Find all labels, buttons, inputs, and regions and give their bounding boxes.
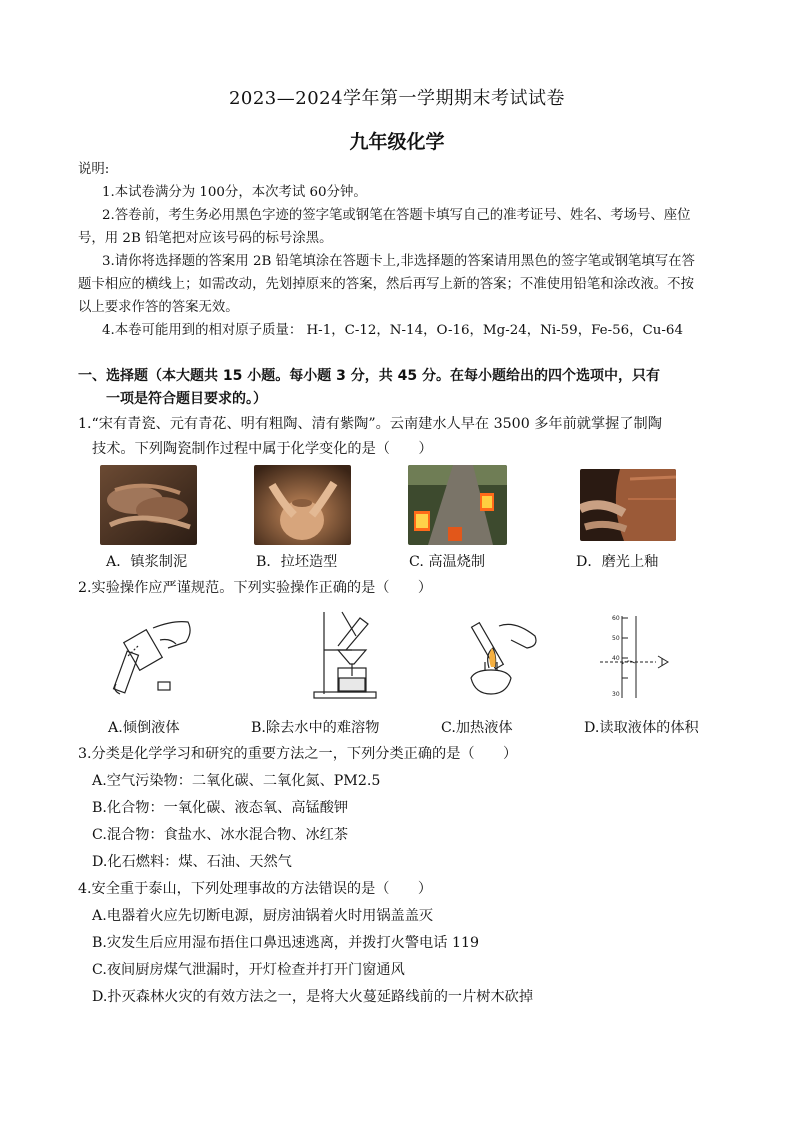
note-3: 3.请你将选择题的答案用 2B 铅笔填涂在答题卡上,非选择题的答案请用黑色的签字笔或钢笔填写在答 [102,254,695,269]
note-2: 2.答卷前，考生务必用黑色字迹的签字笔或钢笔在答题卡填写自己的准考证号、姓名、考场号、座位 [102,208,691,223]
q1-option-c: C. 高温烧制 [409,554,486,570]
note-1: 1.本试卷满分为 100分，本次考试 60分钟。 [102,185,367,200]
q3-option-b: B.化合物：一氧化碳、液态氧、高锰酸钾 [92,800,349,816]
q3-stem: 3.分类是化学学习和研究的重要方法之一，下列分类正确的是（ ） [78,746,518,762]
q1-image-row [0,465,794,547]
q2-figure-cylinder [596,612,676,702]
note-4: 4.本卷可能用到的相对原子质量： H-1，C-12，N-14，O-16，Mg-24，Ni-59，Fe-56，Cu-64 [102,323,683,338]
cylinder-tick-40: 40 [612,655,620,662]
q2-figure-heat [455,612,547,704]
q4-stem: 4.安全重于泰山，下列处理事故的方法错误的是（ ） [78,881,433,897]
q4-option-d: D.扑灭森林火灾的有效方法之一，是将大火蔓延路线前的一片树木砍掉 [92,989,534,1005]
section-heading: 一、选择题（本大题共 15 小题。每小题 3 分，共 45 分。在每小题给出的四个选项中，只有 [78,368,660,384]
q1-photo-clay [100,465,197,545]
q2-option-b: B.除去水中的难溶物 [251,720,380,736]
notes-label: 说明: [78,162,110,177]
q1-option-d: D．磨光上釉 [576,554,659,570]
q4-option-b: B.灾发生后应用湿布捂住口鼻迅速逃离，并拨打火警电话 119 [92,935,480,951]
q2-figure-filter [308,606,388,702]
q3-option-d: D.化石燃料：煤、石油、天然气 [92,854,292,870]
q3-option-c: C.混合物：食盐水、冰水混合物、冰红茶 [92,827,349,843]
note-3-cont1: 题卡相应的横线上；如需改动，先划掉原来的答案，然后再写上新的答案；不准使用铅笔和涂改液。不按 [78,277,694,292]
note-2-cont: 号，用 2B 铅笔把对应该号码的标号涂黑。 [78,231,333,246]
q2-stem: 2.实验操作应严谨规范。下列实验操作正确的是（ ） [78,580,433,596]
cylinder-tick-30: 30 [612,691,620,698]
exam-title: 2023—2024学年第一学期期末考试试卷 [228,88,566,109]
q2-option-d: D.读取液体的体积 [584,720,699,736]
q1-stem: 1.“宋有青瓷、元有青花、明有粗陶、清有紫陶”。云南建水人早在 3500 多年前就掌握了制陶 [78,416,662,432]
q1-option-a: A．镇浆制泥 [106,554,188,570]
q4-option-c: C.夜间厨房煤气泄漏时，开灯检查并打开门窗通风 [92,962,405,978]
section-heading-cont: 一项是符合题目要求的。） [106,391,267,407]
q1-photo-kiln [408,465,507,545]
q2-option-c: C.加热液体 [441,720,513,736]
q1-photo-throwing [254,465,351,545]
q2-figure-pour [98,612,198,702]
cylinder-tick-60: 60 [612,615,620,622]
note-3-cont2: 以上要求作答的答案无效。 [78,300,239,315]
q1-stem-cont: 技术。下列陶瓷制作过程中属于化学变化的是（ ） [92,441,433,457]
q3-option-a: A.空气污染物：二氧化碳、二氧化氮、PM2.5 [92,773,381,789]
q2-option-a: A.倾倒液体 [108,720,180,736]
q4-option-a: A.电器着火应先切断电源，厨房油锅着火时用锅盖盖灭 [92,908,434,924]
q1-photo-glaze [580,469,676,541]
exam-subject: 九年级化学 [349,131,445,153]
cylinder-tick-50: 50 [612,635,620,642]
q1-option-b: B．拉坯造型 [256,554,338,570]
